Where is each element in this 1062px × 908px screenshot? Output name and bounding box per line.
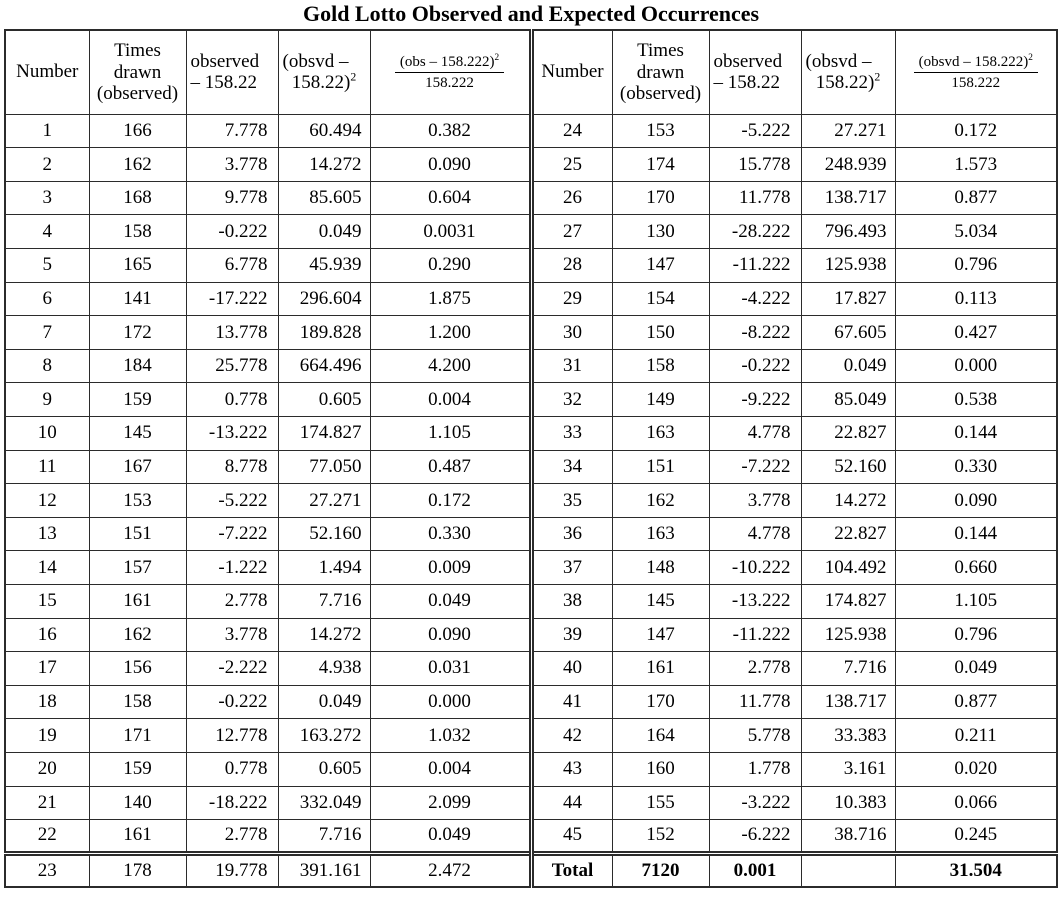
number-cell: 3 (5, 181, 89, 215)
number-cell: 40 (531, 652, 612, 686)
observed-diff-cell: 11.778 (709, 181, 801, 215)
col-header-squared-diff-left (278, 30, 370, 114)
chi-term-cell: 0.660 (895, 551, 1057, 585)
number-cell: 1 (5, 114, 89, 148)
number-cell: 4 (5, 215, 89, 249)
squared-diff-cell: 22.827 (801, 517, 895, 551)
squared-diff-cell: 85.605 (278, 181, 370, 215)
squared-diff-cell: 52.160 (801, 450, 895, 484)
header-line: Times (114, 39, 161, 61)
table-row (5, 820, 1057, 854)
chi-term-cell: 0.877 (895, 181, 1057, 215)
number-cell: 33 (531, 417, 612, 451)
chi-term-cell: 0.090 (370, 618, 531, 652)
chi-term-cell: 0.290 (370, 249, 531, 283)
number-cell: 42 (531, 719, 612, 753)
col-header-chi-formula-right (895, 30, 1057, 114)
chi-term-cell: 0.0031 (370, 215, 531, 249)
number-cell: 28 (531, 249, 612, 283)
squared-diff-cell: 22.827 (801, 417, 895, 451)
times-drawn-cell: 141 (89, 282, 186, 316)
number-cell: 2 (5, 148, 89, 182)
squared-diff-cell: 45.939 (278, 249, 370, 283)
total-label: Total (531, 853, 612, 887)
table-row (5, 652, 1057, 686)
times-drawn-cell: 162 (612, 484, 709, 518)
observed-diff-cell: 4.778 (709, 517, 801, 551)
number-cell: 39 (531, 618, 612, 652)
header-line: observed (713, 50, 783, 72)
observed-diff-cell: 2.778 (709, 652, 801, 686)
observed-diff-cell: -7.222 (709, 450, 801, 484)
number-cell: 41 (531, 685, 612, 719)
chi-term-cell: 5.034 (895, 215, 1057, 249)
number-cell: 38 (531, 585, 612, 619)
header-line: 158.22)$^2$ (291, 71, 357, 94)
observed-diff-cell: -13.222 (709, 585, 801, 619)
col-header-times-drawn-right (612, 30, 709, 114)
chi-term-cell: 0.796 (895, 618, 1057, 652)
observed-diff-cell: 5.778 (709, 719, 801, 753)
number-cell: 43 (531, 752, 612, 786)
chi-term-cell: 1.573 (895, 148, 1057, 182)
number-cell: 30 (531, 316, 612, 350)
header-line: 158.22)$^2$ (815, 71, 881, 94)
observed-diff-cell: 8.778 (186, 450, 278, 484)
squared-diff-cell: 125.938 (801, 249, 895, 283)
observed-diff-cell: 3.778 (709, 484, 801, 518)
chi-term-cell: 0.245 (895, 820, 1057, 854)
chi-term-cell: 0.172 (370, 484, 531, 518)
chi-term-cell: 0.004 (370, 383, 531, 417)
times-drawn-cell: 174 (612, 148, 709, 182)
squared-diff-cell: 60.494 (278, 114, 370, 148)
observed-diff-cell: -5.222 (186, 484, 278, 518)
times-drawn-cell: 152 (612, 820, 709, 854)
squared-diff-cell: 664.496 (278, 349, 370, 383)
times-drawn-cell: 161 (89, 820, 186, 854)
table-row (5, 853, 1057, 887)
times-drawn-cell: 153 (89, 484, 186, 518)
squared-diff-cell: 85.049 (801, 383, 895, 417)
table-row (5, 249, 1057, 283)
chi-term-cell: 0.538 (895, 383, 1057, 417)
times-drawn-cell: 153 (612, 114, 709, 148)
number-cell: 22 (5, 820, 89, 854)
number-cell: 8 (5, 349, 89, 383)
squared-diff-cell: 14.272 (278, 148, 370, 182)
number-cell: 12 (5, 484, 89, 518)
observed-diff-cell: 2.778 (186, 820, 278, 854)
table-row (5, 114, 1057, 148)
number-cell: 13 (5, 517, 89, 551)
times-drawn-cell: 154 (612, 282, 709, 316)
squared-diff-cell: 138.717 (801, 181, 895, 215)
observed-diff-cell: -11.222 (709, 249, 801, 283)
observed-diff-cell: -18.222 (186, 786, 278, 820)
chi-term-cell: 0.066 (895, 786, 1057, 820)
table-row (5, 450, 1057, 484)
total-squared-diff-cell (801, 853, 895, 887)
chi-term-cell: 1.200 (370, 316, 531, 350)
formula-denominator: 158.222 (951, 74, 1001, 91)
observed-diff-cell: -3.222 (709, 786, 801, 820)
times-drawn-cell: 155 (612, 786, 709, 820)
chi-term-cell: 0.049 (370, 820, 531, 854)
col-header-times-drawn-left (89, 30, 186, 114)
squared-diff-cell: 14.272 (801, 484, 895, 518)
squared-diff-cell: 27.271 (801, 114, 895, 148)
times-drawn-cell: 151 (89, 517, 186, 551)
observed-diff-cell: -13.222 (186, 417, 278, 451)
page-title: Gold Lotto Observed and Expected Occurrences (302, 1, 760, 26)
squared-diff-cell: 3.161 (801, 752, 895, 786)
table-row (5, 786, 1057, 820)
formula-denominator: 158.222 (425, 74, 474, 91)
squared-diff-cell: 77.050 (278, 450, 370, 484)
times-drawn-cell: 140 (89, 786, 186, 820)
chi-term-cell: 2.099 (370, 786, 531, 820)
table-row (5, 215, 1057, 249)
squared-diff-cell: 33.383 (801, 719, 895, 753)
times-drawn-cell: 165 (89, 249, 186, 283)
squared-diff-cell: 163.272 (278, 719, 370, 753)
number-cell: 11 (5, 450, 89, 484)
chi-term-cell: 0.382 (370, 114, 531, 148)
chi-term-cell: 0.000 (895, 349, 1057, 383)
number-cell: 44 (531, 786, 612, 820)
times-drawn-cell: 158 (612, 349, 709, 383)
observed-diff-cell: 2.778 (186, 585, 278, 619)
number-cell: 9 (5, 383, 89, 417)
chi-term-cell: 0.427 (895, 316, 1057, 350)
squared-diff-cell: 14.272 (278, 618, 370, 652)
observed-diff-cell: -7.222 (186, 517, 278, 551)
table-row (5, 719, 1057, 753)
times-drawn-cell: 184 (89, 349, 186, 383)
table-row (5, 417, 1057, 451)
observed-diff-cell: -6.222 (709, 820, 801, 854)
col-header-observed-diff-left (186, 30, 278, 114)
number-cell: 26 (531, 181, 612, 215)
observed-diff-cell: 19.778 (186, 853, 278, 887)
observed-diff-cell: 3.778 (186, 618, 278, 652)
table-row (5, 148, 1057, 182)
observed-diff-cell: 9.778 (186, 181, 278, 215)
chi-term-cell: 0.004 (370, 752, 531, 786)
squared-diff-cell: 38.716 (801, 820, 895, 854)
observed-diff-cell: 0.778 (186, 383, 278, 417)
times-drawn-cell: 147 (612, 249, 709, 283)
squared-diff-cell: 189.828 (278, 316, 370, 350)
observed-diff-cell: -2.222 (186, 652, 278, 686)
observed-diff-cell: 15.778 (709, 148, 801, 182)
chi-term-cell: 0.090 (370, 148, 531, 182)
formula-numerator: (obsvd – 158.222)$^2$ (914, 53, 1038, 73)
times-drawn-cell: 161 (612, 652, 709, 686)
times-drawn-cell: 157 (89, 551, 186, 585)
table-row (5, 181, 1057, 215)
number-cell: 5 (5, 249, 89, 283)
squared-diff-cell: 67.605 (801, 316, 895, 350)
observed-diff-cell: -10.222 (709, 551, 801, 585)
number-cell: 18 (5, 685, 89, 719)
observed-diff-cell: 4.778 (709, 417, 801, 451)
times-drawn-cell: 160 (612, 752, 709, 786)
squared-diff-cell: 1.494 (278, 551, 370, 585)
chi-term-cell: 0.211 (895, 719, 1057, 753)
times-drawn-cell: 172 (89, 316, 186, 350)
squared-diff-cell: 0.049 (278, 685, 370, 719)
header-line: – 158.22 (713, 72, 780, 94)
squared-diff-cell: 104.492 (801, 551, 895, 585)
col-header-number-left: Number (5, 30, 89, 114)
observed-diff-cell: -17.222 (186, 282, 278, 316)
squared-diff-cell: 7.716 (278, 820, 370, 854)
times-drawn-cell: 158 (89, 685, 186, 719)
squared-diff-cell: 296.604 (278, 282, 370, 316)
number-cell: 20 (5, 752, 89, 786)
times-drawn-cell: 158 (89, 215, 186, 249)
number-cell: 10 (5, 417, 89, 451)
table-row (5, 517, 1057, 551)
number-cell: 24 (531, 114, 612, 148)
chi-term-cell: 0.172 (895, 114, 1057, 148)
number-cell: 23 (5, 853, 89, 887)
chi-term-cell: 1.105 (370, 417, 531, 451)
squared-diff-cell: 125.938 (801, 618, 895, 652)
header-line: (obsvd – (282, 50, 349, 72)
squared-diff-cell: 248.939 (801, 148, 895, 182)
table-body (5, 114, 1057, 887)
number-cell: 32 (531, 383, 612, 417)
table-row (5, 349, 1057, 383)
number-cell: 7 (5, 316, 89, 350)
times-drawn-cell: 156 (89, 652, 186, 686)
number-cell: 17 (5, 652, 89, 686)
header-line: observed (190, 50, 260, 72)
times-drawn-cell: 163 (612, 517, 709, 551)
chi-term-cell: 0.009 (370, 551, 531, 585)
chi-term-cell: 0.049 (370, 585, 531, 619)
number-cell: 16 (5, 618, 89, 652)
table-row (5, 618, 1057, 652)
times-drawn-cell: 151 (612, 450, 709, 484)
number-cell: 37 (531, 551, 612, 585)
observed-diff-cell: 7.778 (186, 114, 278, 148)
number-cell: 35 (531, 484, 612, 518)
table-row (5, 585, 1057, 619)
number-cell: 15 (5, 585, 89, 619)
times-drawn-cell: 149 (612, 383, 709, 417)
header-line: (obsvd – (805, 50, 872, 72)
number-cell: 21 (5, 786, 89, 820)
observed-diff-cell: -4.222 (709, 282, 801, 316)
number-cell: 25 (531, 148, 612, 182)
header-row (5, 30, 1057, 114)
observed-diff-cell: 13.778 (186, 316, 278, 350)
number-cell: 36 (531, 517, 612, 551)
total-times-drawn-cell: 7120 (612, 853, 709, 887)
table-row (5, 752, 1057, 786)
chi-term-cell: 0.330 (895, 450, 1057, 484)
chi-term-cell: 0.144 (895, 517, 1057, 551)
table-row (5, 685, 1057, 719)
times-drawn-cell: 167 (89, 450, 186, 484)
observed-diff-cell: 3.778 (186, 148, 278, 182)
header-line: (observed) (619, 83, 702, 105)
squared-diff-cell: 174.827 (801, 585, 895, 619)
table-row (5, 383, 1057, 417)
table-row (5, 484, 1057, 518)
times-drawn-cell: 147 (612, 618, 709, 652)
chi-term-cell: 0.090 (895, 484, 1057, 518)
chi-term-cell: 0.000 (370, 685, 531, 719)
chi-term-cell: 0.604 (370, 181, 531, 215)
times-drawn-cell: 130 (612, 215, 709, 249)
col-header-number-right: Number (531, 30, 612, 114)
chi-term-cell: 0.330 (370, 517, 531, 551)
header-line: drawn (113, 61, 162, 83)
observed-diff-cell: 0.778 (186, 752, 278, 786)
occurrences-table (4, 29, 1058, 888)
table-row (5, 282, 1057, 316)
squared-diff-cell: 27.271 (278, 484, 370, 518)
observed-diff-cell: -8.222 (709, 316, 801, 350)
squared-diff-cell: 4.938 (278, 652, 370, 686)
squared-diff-cell: 17.827 (801, 282, 895, 316)
chi-term-cell: 0.049 (895, 652, 1057, 686)
chi-term-cell: 0.031 (370, 652, 531, 686)
chi-term-cell: 1.105 (895, 585, 1057, 619)
chi-term-cell: 4.200 (370, 349, 531, 383)
chi-term-cell: 0.144 (895, 417, 1057, 451)
squared-diff-cell: 0.049 (801, 349, 895, 383)
squared-diff-cell: 0.605 (278, 383, 370, 417)
chi-term-cell: 0.487 (370, 450, 531, 484)
observed-diff-cell: -28.222 (709, 215, 801, 249)
times-drawn-cell: 161 (89, 585, 186, 619)
number-cell: 27 (531, 215, 612, 249)
chi-term-cell: 1.032 (370, 719, 531, 753)
number-cell: 19 (5, 719, 89, 753)
col-header-squared-diff-right (801, 30, 895, 114)
times-drawn-cell: 168 (89, 181, 186, 215)
times-drawn-cell: 164 (612, 719, 709, 753)
squared-diff-cell: 0.605 (278, 752, 370, 786)
chi-term-cell: 0.113 (895, 282, 1057, 316)
formula-numerator: (obs – 158.222)$^2$ (395, 53, 504, 73)
squared-diff-cell: 332.049 (278, 786, 370, 820)
chi-term-cell: 0.796 (895, 249, 1057, 283)
number-cell: 31 (531, 349, 612, 383)
times-drawn-cell: 166 (89, 114, 186, 148)
observed-diff-cell: -0.222 (186, 685, 278, 719)
col-header-chi-formula-left (370, 30, 531, 114)
observed-diff-cell: 11.778 (709, 685, 801, 719)
squared-diff-cell: 391.161 (278, 853, 370, 887)
times-drawn-cell: 150 (612, 316, 709, 350)
total-chi-term-cell: 31.504 (895, 853, 1057, 887)
squared-diff-cell: 10.383 (801, 786, 895, 820)
times-drawn-cell: 159 (89, 752, 186, 786)
number-cell: 29 (531, 282, 612, 316)
observed-diff-cell: -11.222 (709, 618, 801, 652)
observed-diff-cell: -0.222 (186, 215, 278, 249)
observed-diff-cell: -9.222 (709, 383, 801, 417)
number-cell: 45 (531, 820, 612, 854)
times-drawn-cell: 171 (89, 719, 186, 753)
header-line: (observed) (96, 83, 179, 105)
times-drawn-cell: 148 (612, 551, 709, 585)
times-drawn-cell: 162 (89, 148, 186, 182)
header-line: drawn (636, 61, 685, 83)
squared-diff-cell: 7.716 (278, 585, 370, 619)
times-drawn-cell: 162 (89, 618, 186, 652)
number-cell: 34 (531, 450, 612, 484)
col-header-observed-diff-right (709, 30, 801, 114)
times-drawn-cell: 145 (612, 585, 709, 619)
observed-diff-cell: -5.222 (709, 114, 801, 148)
times-drawn-cell: 163 (612, 417, 709, 451)
observed-diff-cell: 1.778 (709, 752, 801, 786)
squared-diff-cell: 138.717 (801, 685, 895, 719)
chi-term-cell: 0.877 (895, 685, 1057, 719)
chi-term-cell: 1.875 (370, 282, 531, 316)
total-observed-diff-cell: 0.001 (709, 853, 801, 887)
table-row (5, 316, 1057, 350)
chi-square-formula-left (395, 53, 504, 92)
chi-square-formula-right (914, 53, 1038, 92)
observed-diff-cell: 25.778 (186, 349, 278, 383)
squared-diff-cell: 52.160 (278, 517, 370, 551)
observed-diff-cell: 6.778 (186, 249, 278, 283)
chi-term-cell: 2.472 (370, 853, 531, 887)
squared-diff-cell: 7.716 (801, 652, 895, 686)
observed-diff-cell: -0.222 (709, 349, 801, 383)
squared-diff-cell: 0.049 (278, 215, 370, 249)
number-cell: 14 (5, 551, 89, 585)
observed-diff-cell: 12.778 (186, 719, 278, 753)
header-line: – 158.22 (190, 72, 257, 94)
times-drawn-cell: 159 (89, 383, 186, 417)
squared-diff-cell: 796.493 (801, 215, 895, 249)
times-drawn-cell: 170 (612, 181, 709, 215)
times-drawn-cell: 145 (89, 417, 186, 451)
table-row (5, 551, 1057, 585)
times-drawn-cell: 178 (89, 853, 186, 887)
observed-diff-cell: -1.222 (186, 551, 278, 585)
squared-diff-cell: 174.827 (278, 417, 370, 451)
header-line: Times (637, 39, 684, 61)
times-drawn-cell: 170 (612, 685, 709, 719)
number-cell: 6 (5, 282, 89, 316)
chi-term-cell: 0.020 (895, 752, 1057, 786)
